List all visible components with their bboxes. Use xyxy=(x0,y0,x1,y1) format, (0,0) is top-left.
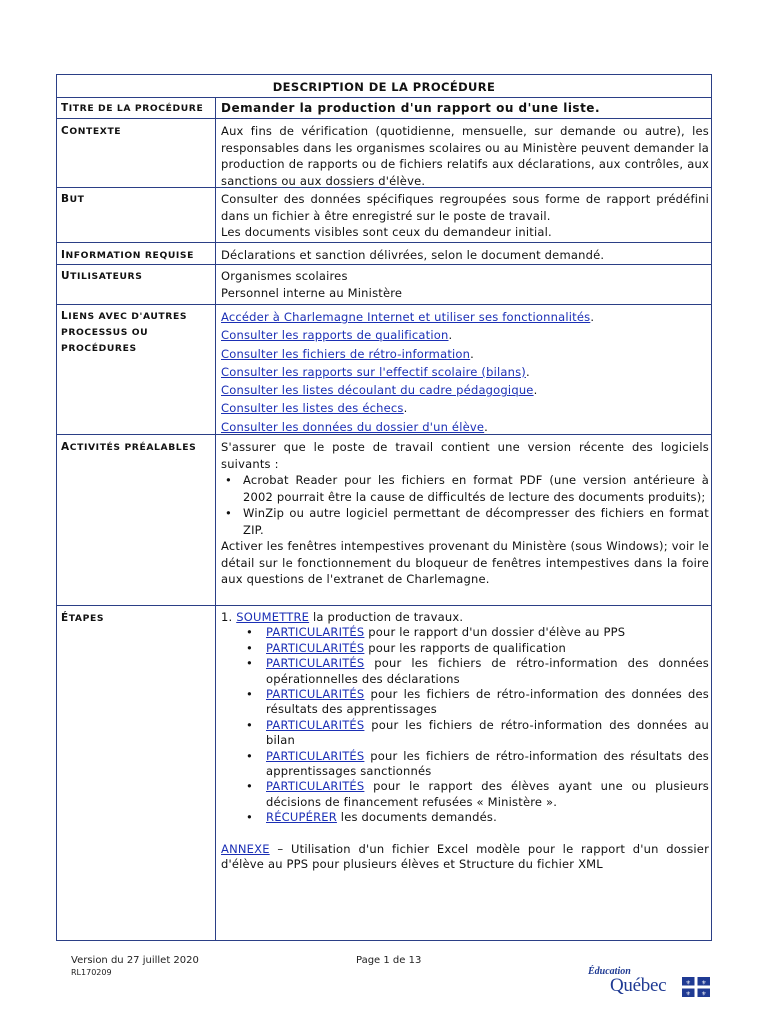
list-item: • PARTICULARITÉS pour les rapports de qualification xyxy=(266,641,709,656)
row-divider xyxy=(57,187,711,188)
liens-list xyxy=(221,308,709,436)
particularites-link[interactable]: PARTICULARITÉS xyxy=(266,625,365,640)
activites-outro: Activer les fenêtres intempestives provenant du Ministère (sous Windows); voir le détail sur le fonctionnement du bloqueur de fenêtres intempestives dans la foire aux questions de l'extranet de Charlemagne. xyxy=(221,539,709,586)
activites-text xyxy=(221,439,709,588)
procedure-title: Demander la production d'un rapport ou d'une liste. xyxy=(221,101,601,115)
link-item: Consulter les listes découlant du cadre pédagogique. xyxy=(221,383,538,398)
table-header: DESCRIPTION DE LA PROCÉDURE xyxy=(57,75,711,98)
list-item: • PARTICULARITÉS pour le rapport des élèves ayant une ou plusieurs décisions de financement refusées « Ministère ». xyxy=(266,779,709,810)
row-divider xyxy=(57,304,711,305)
row-divider xyxy=(57,264,711,265)
row-divider xyxy=(57,605,711,606)
svg-text:⚜: ⚜ xyxy=(685,990,691,997)
svg-text:⚜: ⚜ xyxy=(701,990,707,997)
link-item: Consulter les fichiers de rétro-information. xyxy=(221,346,475,361)
link-effectif-scolaire[interactable]: Consulter les rapports sur l'effectif scolaire (bilans) xyxy=(221,364,526,379)
step-1: 1. SOUMETTRE la production de travaux. xyxy=(221,610,464,624)
svg-text:⚜: ⚜ xyxy=(685,979,691,987)
recuperer-link[interactable]: RÉCUPÉRER xyxy=(266,810,337,825)
annexe-link[interactable]: ANNEXE xyxy=(221,841,270,856)
link-dossier-eleve[interactable]: Consulter les données du dossier d'un élève xyxy=(221,419,485,434)
label-activites: ACTIVITÉS PRÉALABLES xyxy=(61,441,197,453)
label-utilisateurs: UTILISATEURS xyxy=(61,270,143,282)
list-item: • RÉCUPÉRER les documents demandés. xyxy=(266,810,709,825)
label-information: INFORMATION REQUISE xyxy=(61,249,195,261)
list-item: • Acrobat Reader pour les fichiers en format PDF (une version antérieure à 2002 pourrait être la cause de difficultés de lecture des documents produits); xyxy=(243,472,709,505)
row-divider xyxy=(57,118,711,119)
list-item: • PARTICULARITÉS pour les fichiers de rétro-information des données opérationnelles des déclarations xyxy=(266,656,709,687)
label-liens: LIENS AVEC D'AUTRES PROCESSUS OU PROCÉDURES xyxy=(61,310,188,354)
label-but: BUT xyxy=(61,193,85,205)
page-number: Page 1 de 13 xyxy=(356,955,422,966)
utilisateurs-text xyxy=(221,268,709,301)
footer-version: Version du 27 juillet 2020 xyxy=(71,955,199,966)
row-divider xyxy=(57,242,711,243)
link-item: Consulter les rapports sur l'effectif scolaire (bilans). xyxy=(221,364,530,379)
but-text xyxy=(221,191,709,241)
link-rapports-qualification[interactable]: Consulter les rapports de qualification xyxy=(221,328,449,343)
activites-intro: S'assurer que le poste de travail contient une version récente des logiciels suivants : xyxy=(221,440,709,471)
particularites-link[interactable]: PARTICULARITÉS xyxy=(266,656,365,671)
but-line-1: Consulter des données spécifiques regroupées sous forme de rapport prédéfini dans un fichier à être enregistré sur le poste de travail. xyxy=(221,192,709,223)
fleurdelise-flag-icon xyxy=(682,977,710,997)
link-listes-echecs[interactable]: Consulter les listes des échecs xyxy=(221,401,404,416)
list-item: • PARTICULARITÉS pour les fichiers de rétro-information des résultats des apprentissages sanctionnés xyxy=(266,749,709,780)
but-line-2: Les documents visibles sont ceux du demandeur initial. xyxy=(221,225,552,239)
particularites-link[interactable]: PARTICULARITÉS xyxy=(266,748,365,763)
contexte-text: Aux fins de vérification (quotidienne, mensuelle, sur demande ou autre), les responsables dans les organismes scolaires ou au Ministère peuvent demander la production de rapports ou de fichiers relatifs aux déclarations, aux contrôles, aux sanctions ou aux dossiers d'élève. xyxy=(221,124,709,188)
particularites-link[interactable]: PARTICULARITÉS xyxy=(266,779,365,794)
column-divider xyxy=(215,97,216,940)
list-item: • PARTICULARITÉS pour le rapport d'un dossier d'élève au PPS xyxy=(266,625,709,640)
etapes-text xyxy=(221,610,709,873)
particularites-link[interactable]: PARTICULARITÉS xyxy=(266,687,365,702)
footer-code: RL170209 xyxy=(71,968,112,977)
information-text: Déclarations et sanction délivrées, selon le document demandé. xyxy=(221,248,605,262)
procedure-table xyxy=(56,74,712,941)
list-item: • WinZip ou autre logiciel permettant de décompresser des fichiers en format ZIP. xyxy=(243,505,709,538)
particularites-link[interactable]: PARTICULARITÉS xyxy=(266,717,365,732)
utilisateur-1: Organismes scolaires xyxy=(221,269,348,283)
education-quebec-logo xyxy=(588,966,712,1000)
step-sub-list xyxy=(221,625,709,825)
soumettre-link[interactable]: SOUMETTRE xyxy=(236,610,310,624)
link-cadre-pedagogique[interactable]: Consulter les listes découlant du cadre pédagogique xyxy=(221,383,534,398)
utilisateur-2: Personnel interne au Ministère xyxy=(221,285,403,300)
link-charlemagne[interactable]: Accéder à Charlemagne Internet et utiliser ses fonctionnalités xyxy=(221,310,591,324)
link-item: Consulter les données du dossier d'un élève. xyxy=(221,419,489,434)
annexe-paragraph: ANNEXE – Utilisation d'un fichier Excel modèle pour le rapport d'un dossier d'élève au PPS pour plusieurs élèves et Structure du fichier XML xyxy=(221,841,709,872)
svg-text:⚜: ⚜ xyxy=(701,979,707,987)
label-titre: TITRE DE LA PROCÉDURE xyxy=(61,102,204,114)
list-item: • PARTICULARITÉS pour les fichiers de rétro-information des données au bilan xyxy=(266,718,709,749)
link-fichiers-retro[interactable]: Consulter les fichiers de rétro-information xyxy=(221,346,471,361)
particularites-link[interactable]: PARTICULARITÉS xyxy=(266,640,365,655)
link-item: Accéder à Charlemagne Internet et utiliser ses fonctionnalités. xyxy=(221,310,595,324)
row-divider xyxy=(57,434,711,435)
software-list xyxy=(221,472,709,538)
list-item: • PARTICULARITÉS pour les fichiers de rétro-information des données des résultats des apprentissages xyxy=(266,687,709,718)
link-item: Consulter les listes des échecs. xyxy=(221,401,408,416)
logo-line-2: Québec xyxy=(610,975,667,996)
label-contexte: CONTEXTE xyxy=(61,125,122,137)
link-item: Consulter les rapports de qualification. xyxy=(221,328,453,343)
label-etapes: ÉTAPES xyxy=(61,612,105,624)
logo-line-1: Éducation xyxy=(588,966,631,977)
